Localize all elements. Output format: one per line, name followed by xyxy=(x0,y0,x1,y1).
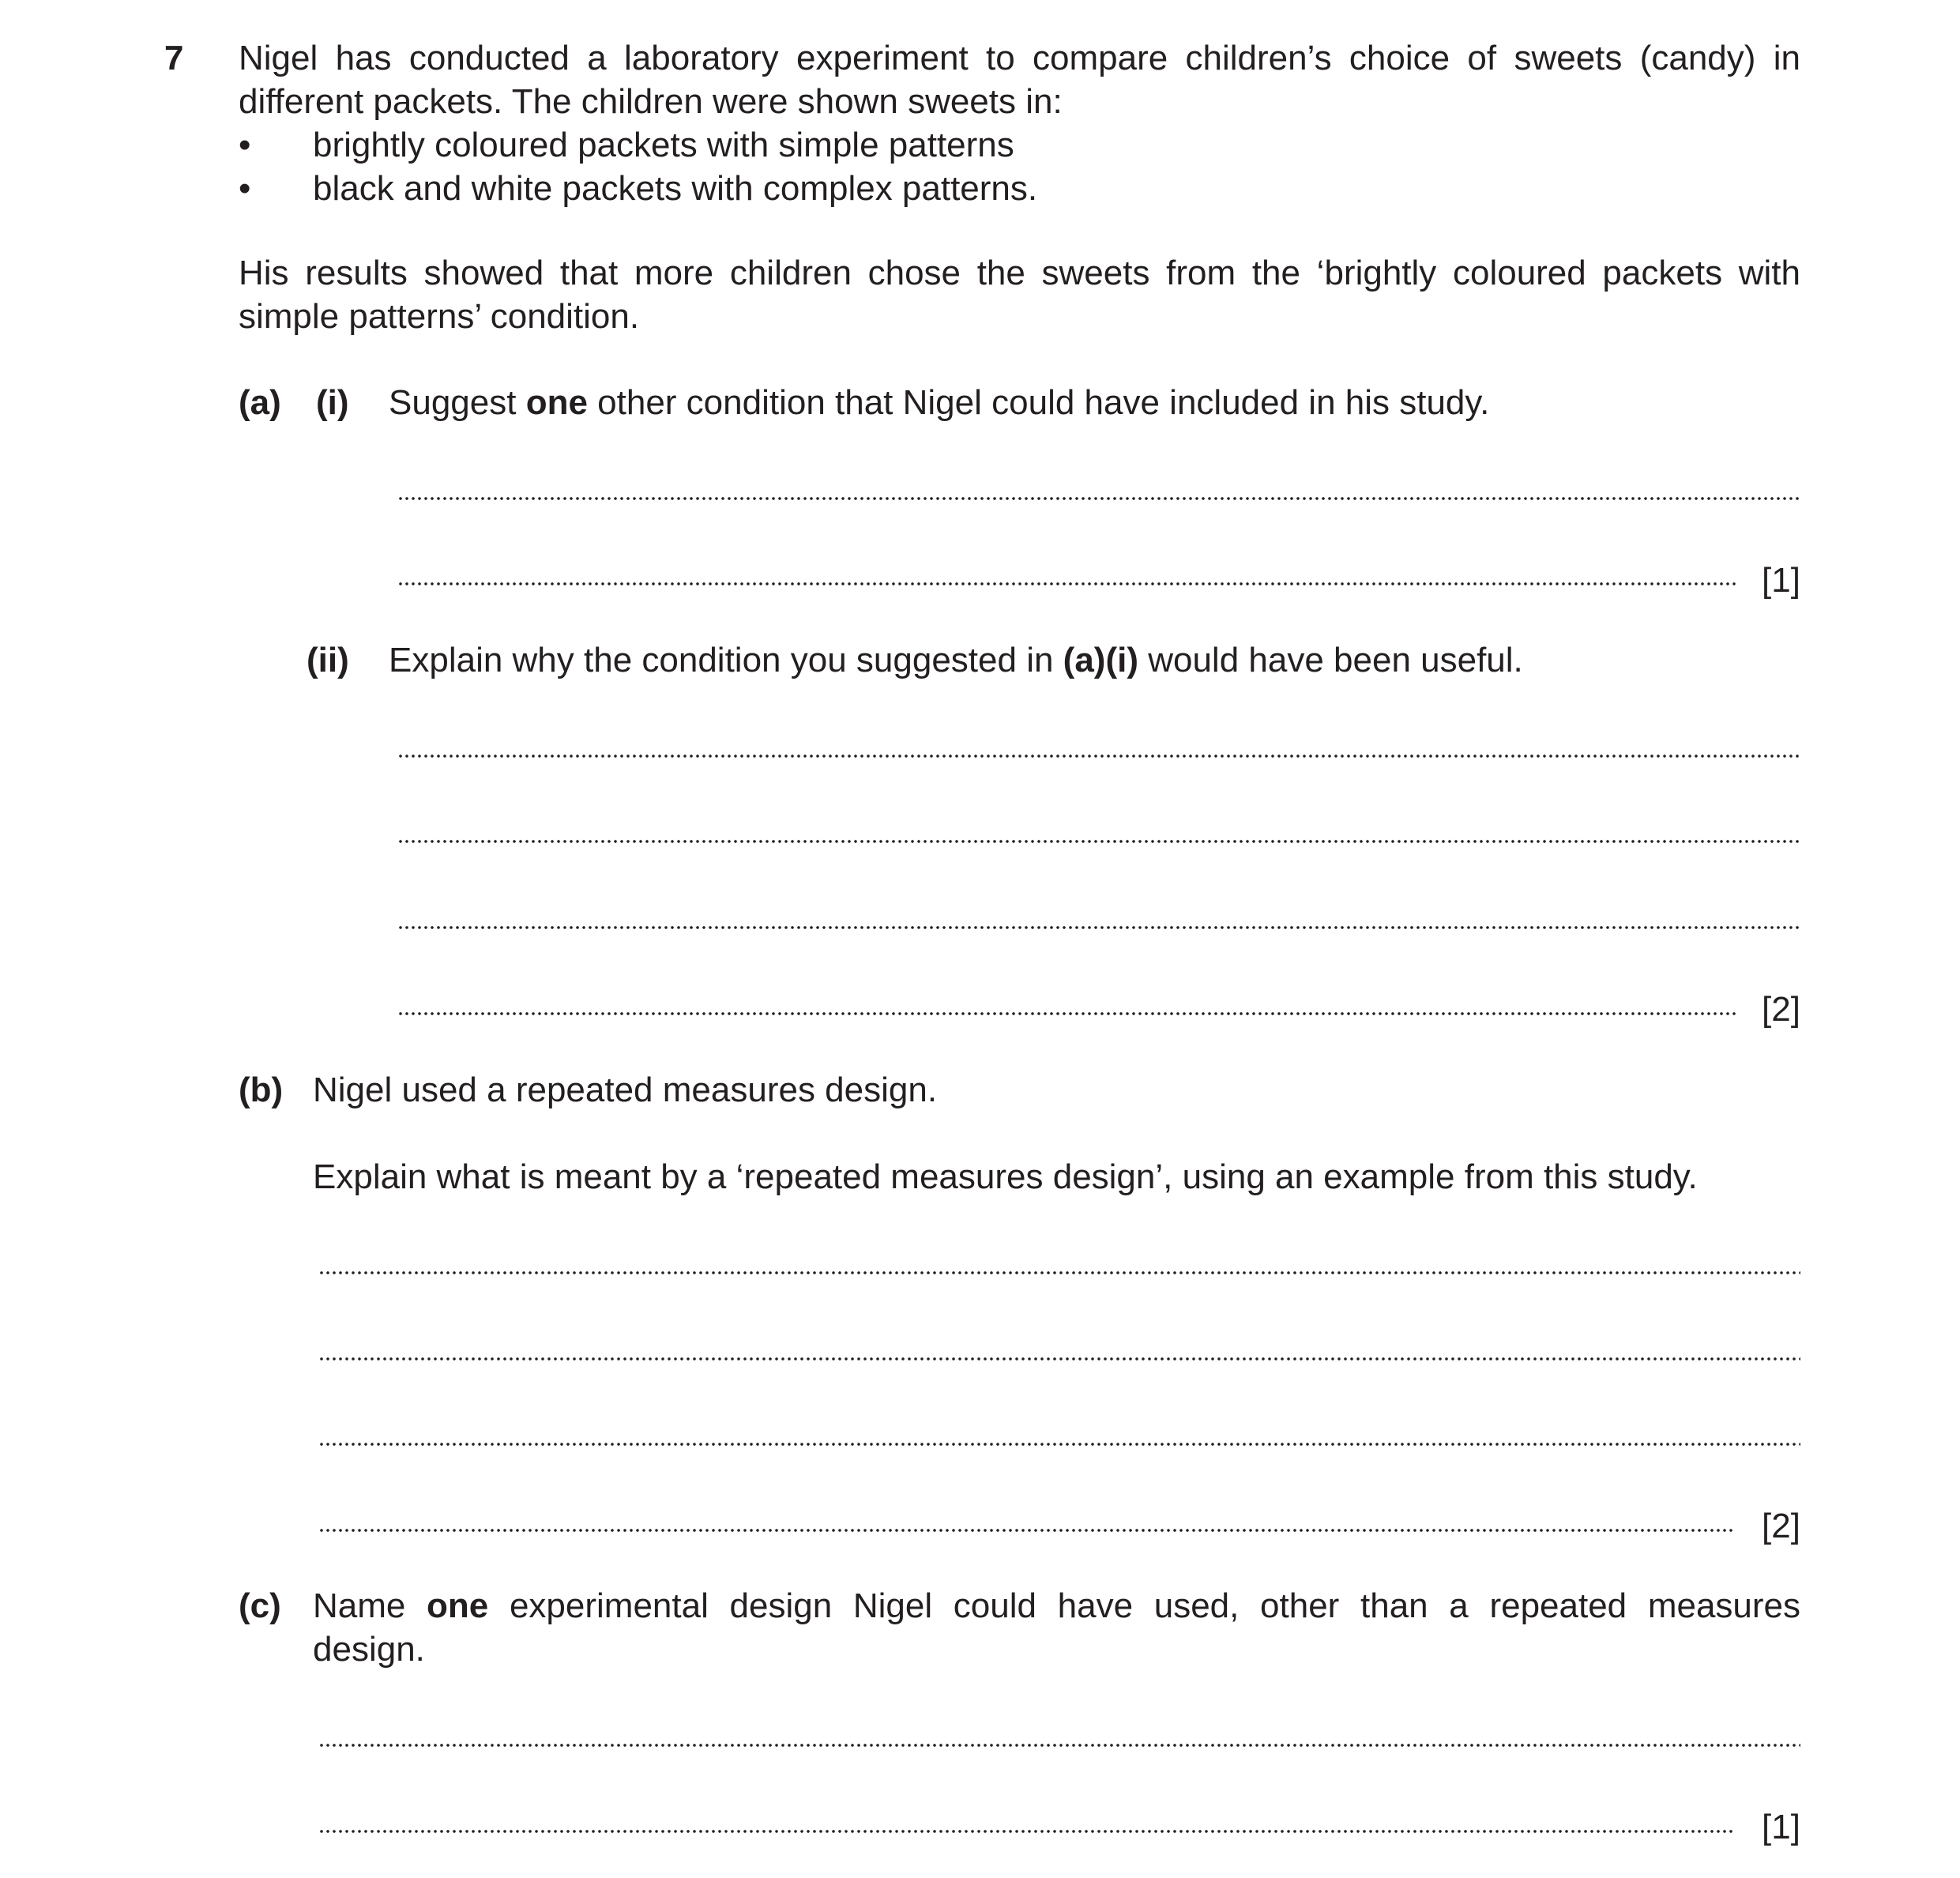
part-c-label: (c) xyxy=(239,1586,281,1625)
prompt-emphasis: one xyxy=(525,383,588,422)
answer-line-a-ii-4[interactable] xyxy=(397,1012,1736,1015)
answer-line-c-2[interactable] xyxy=(318,1830,1736,1833)
prompt-text: Explain why the condition you suggested in xyxy=(389,641,1063,679)
question-intro-line1: Nigel has conducted a laboratory experiment to compare children’s choice of sweets (candy) in xyxy=(239,39,1800,77)
answer-line-a-ii-2[interactable] xyxy=(397,840,1800,843)
prompt-text: Name xyxy=(313,1586,427,1625)
question-number: 7 xyxy=(164,39,184,77)
answer-line-b-4[interactable] xyxy=(318,1529,1736,1532)
part-c-prompt-line1 xyxy=(313,1584,1800,1628)
answer-line-b-3[interactable] xyxy=(318,1443,1800,1446)
answer-line-a-i-1[interactable] xyxy=(397,497,1800,500)
bullet-item: brightly coloured packets with simple patterns xyxy=(313,126,1014,164)
part-b-statement: Nigel used a repeated measures design. xyxy=(313,1071,938,1109)
part-a-i-prompt xyxy=(389,381,1489,424)
part-a-i-label: (i) xyxy=(316,383,349,422)
bullet-2-symbol: • xyxy=(239,169,251,208)
answer-line-b-1[interactable] xyxy=(318,1271,1800,1274)
prompt-emphasis: (a)(i) xyxy=(1063,641,1138,679)
answer-line-c-1[interactable] xyxy=(318,1744,1800,1747)
results-line2: simple patterns’ condition. xyxy=(239,297,640,336)
bullet-1-symbol: • xyxy=(239,126,251,164)
answer-line-b-2[interactable] xyxy=(318,1357,1800,1361)
bullet-item: black and white packets with complex patterns. xyxy=(313,169,1038,208)
part-a-ii-label: (ii) xyxy=(307,641,349,679)
marks-b: [2] xyxy=(1762,1507,1800,1545)
part-b-prompt: Explain what is meant by a ‘repeated measures design’, using an example from this study. xyxy=(313,1157,1698,1196)
prompt-emphasis: one xyxy=(427,1586,489,1625)
prompt-text: would have been useful. xyxy=(1138,641,1523,679)
marks-a-i: [1] xyxy=(1762,561,1800,600)
question-intro-line2: different packets. The children were shown sweets in: xyxy=(239,82,1063,121)
answer-line-a-ii-1[interactable] xyxy=(397,755,1800,758)
part-a-label: (a) xyxy=(239,383,281,422)
marks-c: [1] xyxy=(1762,1808,1800,1846)
results-line1: His results showed that more children chose the sweets from the ‘brightly coloured packets with xyxy=(239,254,1800,292)
part-c-prompt-line2: design. xyxy=(313,1630,425,1669)
answer-line-a-i-2[interactable] xyxy=(397,582,1736,585)
answer-line-a-ii-3[interactable] xyxy=(397,926,1800,929)
part-b-label: (b) xyxy=(239,1071,284,1109)
prompt-text: other condition that Nigel could have included in his study. xyxy=(587,383,1490,422)
part-a-ii-prompt xyxy=(389,638,1523,682)
prompt-text: Suggest xyxy=(389,383,526,422)
prompt-text: experimental design Nigel could have used, other than a repeated measures xyxy=(488,1586,1801,1625)
marks-a-ii: [2] xyxy=(1762,990,1800,1029)
